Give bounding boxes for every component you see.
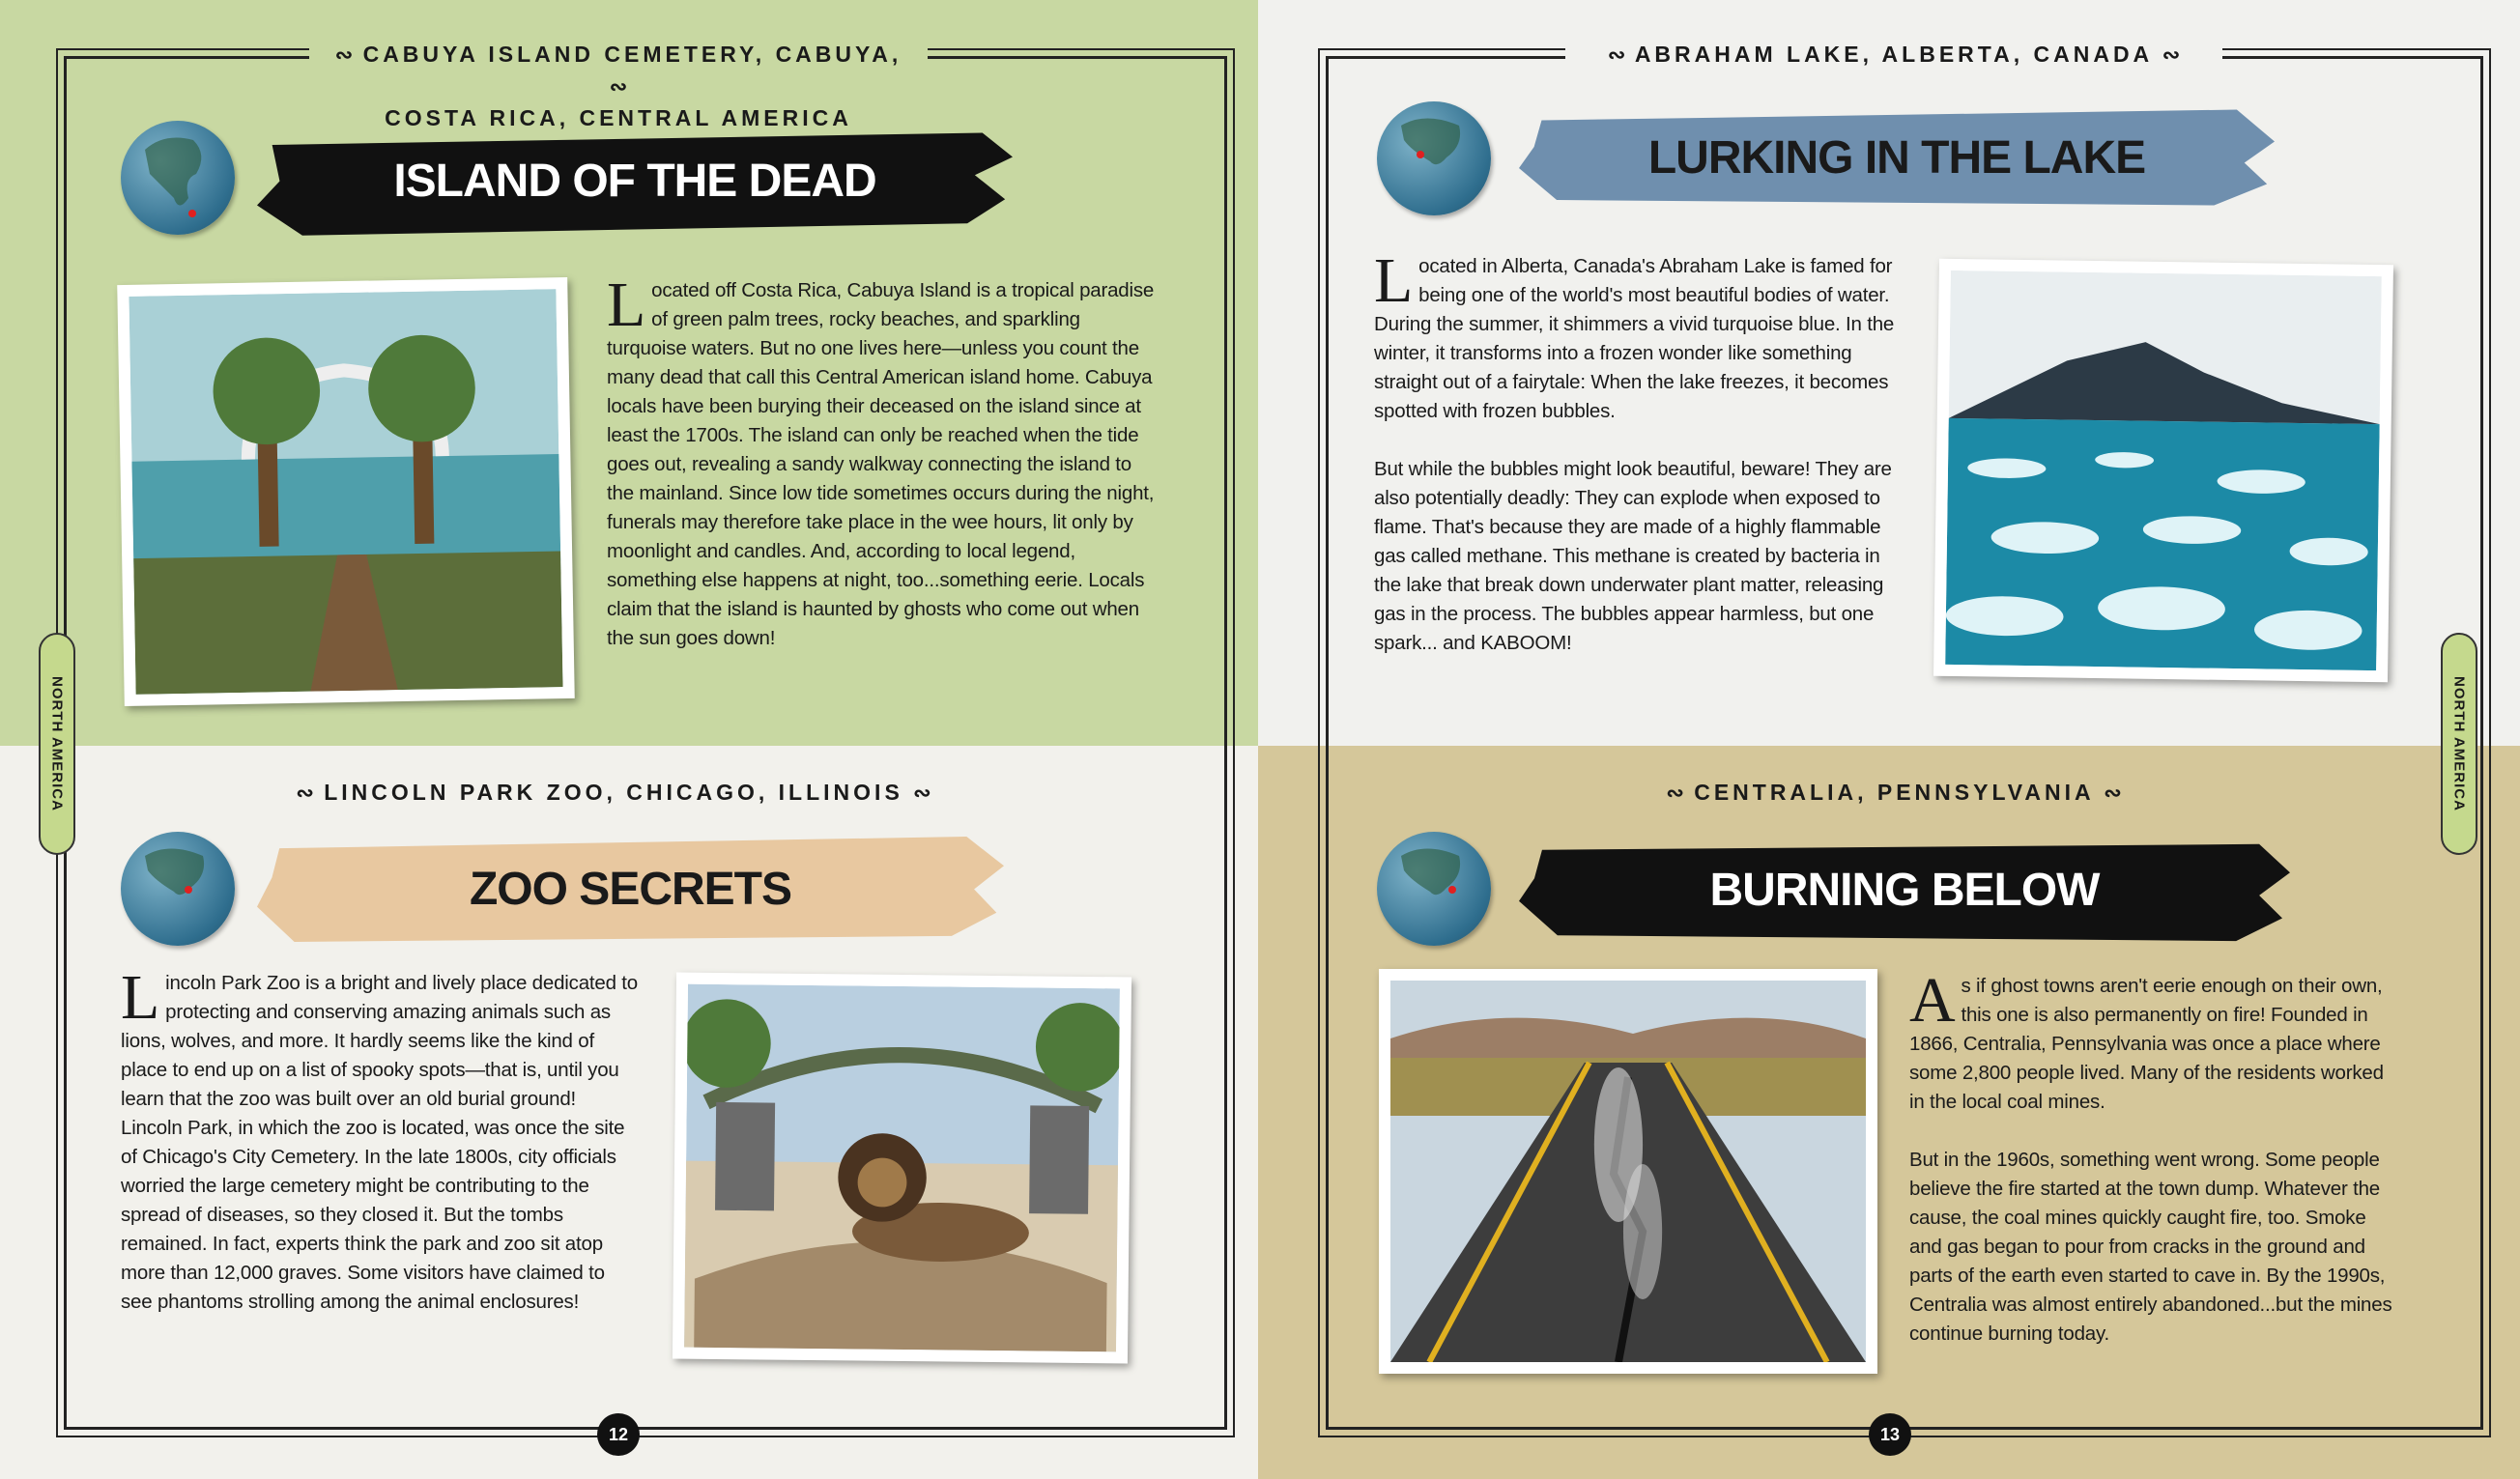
story-body	[1909, 965, 2392, 1378]
story-body	[607, 270, 1158, 682]
location-line: LINCOLN PARK ZOO, CHICAGO, ILLINOIS	[324, 780, 903, 805]
globe-icon	[1377, 832, 1491, 946]
drop-cap: L	[607, 270, 646, 340]
drop-cap: L	[121, 962, 160, 1033]
location-header	[1633, 777, 2155, 809]
story-title: ISLAND OF THE DEAD	[393, 156, 876, 207]
story-title: ZOO SECRETS	[469, 864, 792, 915]
page-number: 13	[1869, 1413, 1911, 1456]
story-title: LURKING IN THE LAKE	[1647, 131, 2146, 184]
side-tab-right	[2441, 633, 2477, 855]
ornament-icon: ∾	[609, 74, 628, 99]
title-banner	[257, 121, 1013, 242]
ornament-icon: ∾	[296, 781, 314, 805]
ornament-icon: ∾	[1666, 781, 1684, 805]
title-banner	[1519, 104, 2275, 211]
location-line: COSTA RICA, CENTRAL AMERICA	[385, 105, 852, 130]
title-banner	[257, 831, 1004, 948]
paragraph: incoln Park Zoo is a bright and lively place dedicated to protecting and conserving amazing animals such as lions, wolves, and more. It hardly seems like the kind of place to end up on a list of spooky spots—that is, until you learn that the zoo was built over an old burial ground! Lincoln Park, in which the zoo is located, was once the site of Chicago's City Cemetery. In the late 1800s, city officials worried the large cemetery might be contributing to the spread of diseases, so they closed it. But the tombs remained. In fact, experts think the park and zoo sit atop more than 12,000 graves. Some visitors have claimed to see phantoms strolling among the animal enclosures!	[121, 972, 638, 1313]
story-body	[121, 962, 638, 1346]
globe-icon	[121, 832, 235, 946]
location-line: CENTRALIA, PENNSYLVANIA	[1694, 780, 2094, 805]
frozen-lake-illustration	[1933, 259, 2393, 683]
drop-cap: L	[1374, 245, 1414, 316]
ornament-icon: ∾	[334, 43, 354, 67]
side-tab-label: NORTH AMERICA	[48, 676, 66, 811]
location-header	[280, 777, 947, 809]
ornament-icon: ∾	[2162, 43, 2181, 67]
paragraph: s if ghost towns aren't eerie enough on their own, this one is also permanently on fire! Founded in 1866, Centralia, Pennsylvania was once a place where some 2,800 people lived. Many of the residents worked in the local coal mines.	[1909, 975, 2384, 1113]
story-title: BURNING BELOW	[1709, 864, 2100, 916]
ornament-icon: ∾	[2104, 781, 2122, 805]
globe-icon	[1377, 101, 1491, 215]
story-body	[1374, 245, 1904, 687]
location-header	[1565, 39, 2222, 71]
page-number: 12	[597, 1413, 640, 1456]
paragraph: But in the 1960s, something went wrong. Some people believe the fire started at the town dump. Whatever the cause, the coal mines quickly caught fire, too. Smoke and gas began to pour from cracks in the ground and parts of the earth even started to cave in. By the 1990s, Centralia was almost entirely abandoned...but the mines continue burning today.	[1909, 1149, 2392, 1345]
globe-icon	[121, 121, 235, 235]
side-tab-label: NORTH AMERICA	[2450, 676, 2468, 811]
drop-cap: A	[1909, 965, 1956, 1036]
paragraph: ocated off Costa Rica, Cabuya Island is a tropical paradise of green palm trees, rocky beaches, and sparkling turquoise waters. But no one lives here—unless you count the many dead that call this Central American island home. Cabuya locals have been burying their deceased on the island since at least the 1700s. The island can only be reached when the tide goes out, revealing a sandy walkway connecting the island to the mainland. Since low tide sometimes occurs during the night, funerals may therefore take place in the wee hours, lit only by moonlight and candles. And, according to local legend, something else happens at night, too...something eerie. Locals claim that the island is haunted by ghosts who come out when the sun goes down!	[607, 279, 1155, 649]
zoo-lion-illustration	[673, 973, 1131, 1364]
burning-road-illustration	[1379, 969, 1877, 1374]
ornament-icon: ∾	[1607, 43, 1626, 67]
side-tab-left	[39, 633, 75, 855]
location-line: CABUYA ISLAND CEMETERY, CABUYA,	[362, 42, 902, 67]
island-cemetery-illustration	[117, 277, 575, 706]
ornament-icon: ∾	[913, 781, 931, 805]
title-banner	[1519, 833, 2290, 947]
paragraph: But while the bubbles might look beautiful, beware! They are also potentially deadly: They can explode when exposed to flame. That's because they are made of a highly flammable gas called methane. This methane is created by bacteria in the lake that break down underwater plant matter, releasing gas in the process. The bubbles appear harmless, but one spark... and KABOOM!	[1374, 458, 1892, 654]
location-header	[309, 39, 928, 133]
paragraph: ocated in Alberta, Canada's Abraham Lake is famed for being one of the world's most beautiful bodies of water. During the summer, it shimmers a vivid turquoise blue. In the winter, it transforms into a frozen wonder like something straight out of a fairytale: When the lake freezes, it becomes spotted with frozen bubbles.	[1374, 255, 1895, 422]
location-line: ABRAHAM LAKE, ALBERTA, CANADA	[1634, 42, 2153, 67]
